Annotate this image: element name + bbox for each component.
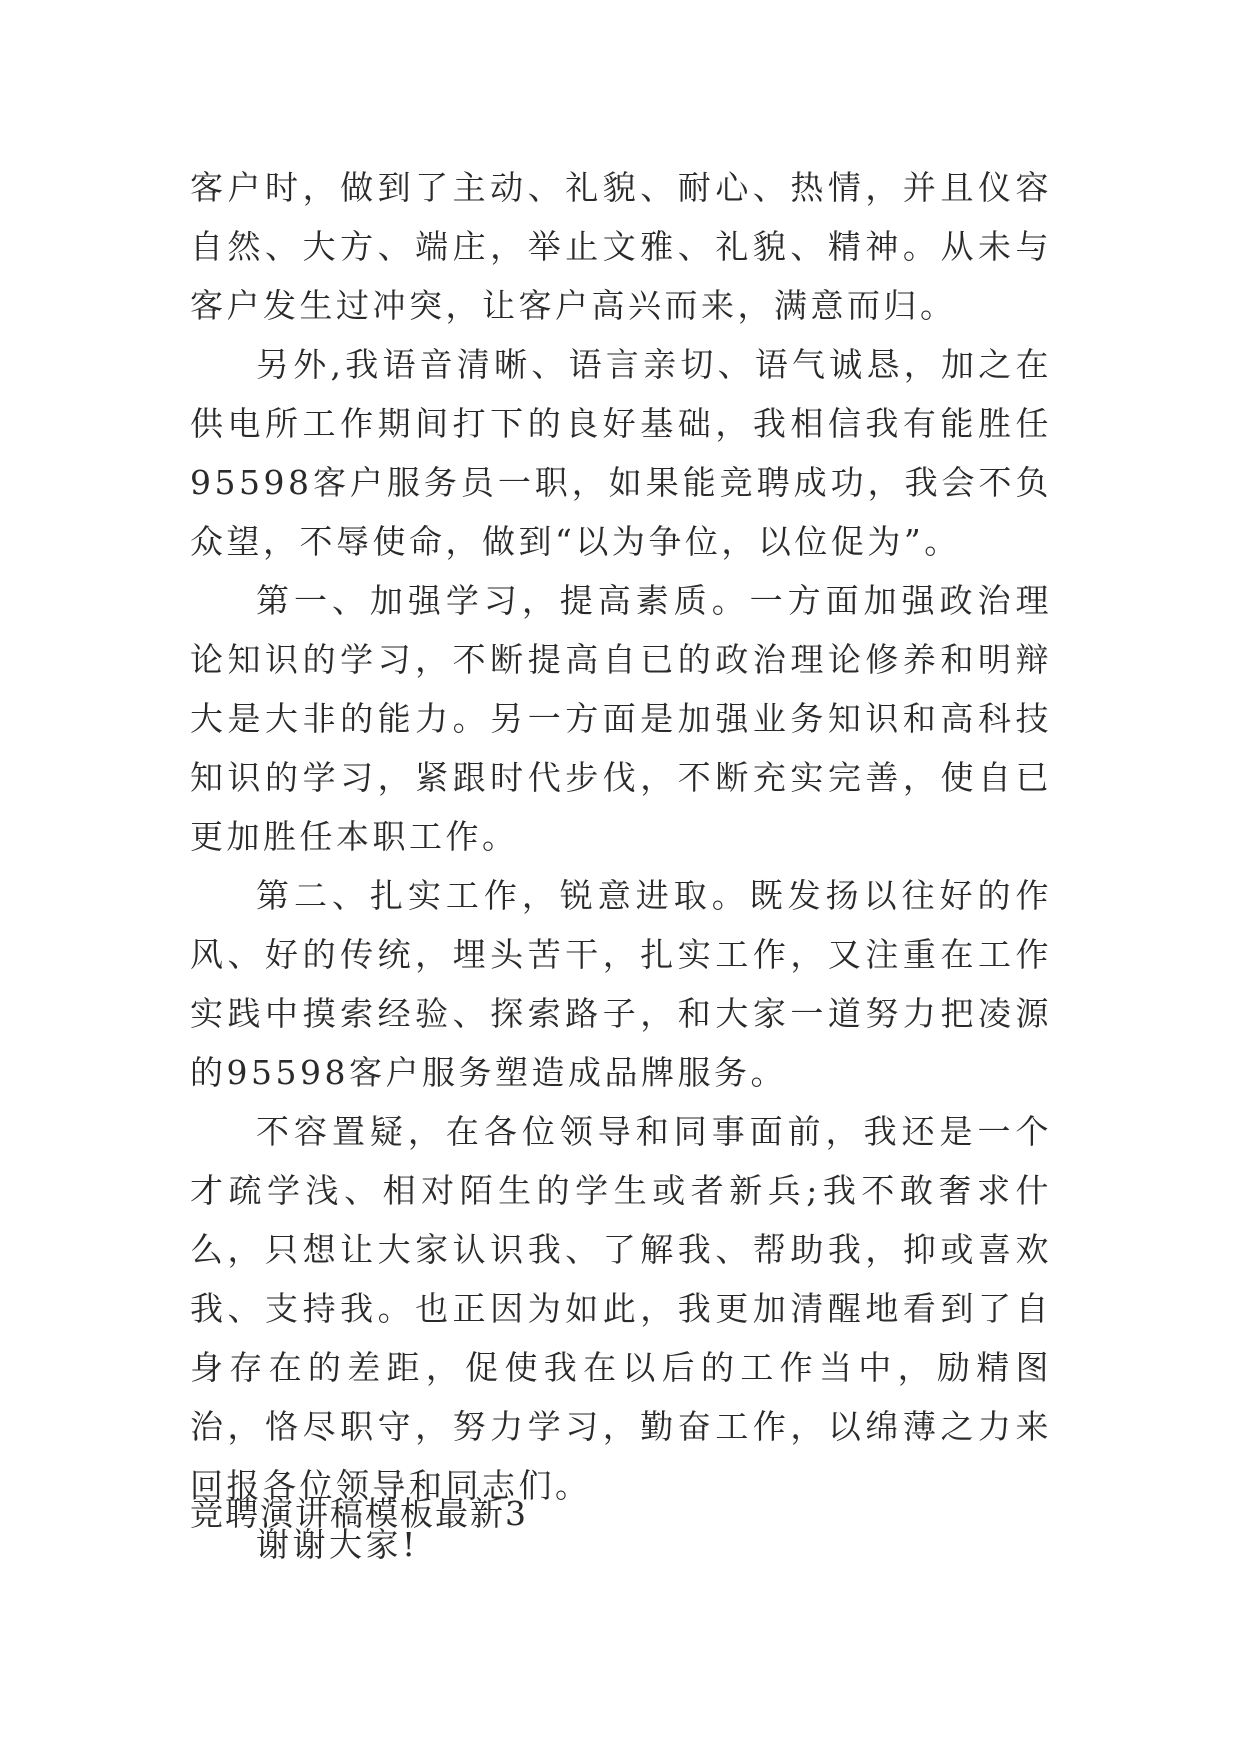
- paragraph-point-two: 第二、扎实工作，锐意进取。既发扬以往好的作风、好的传统，埋头苦干，扎实工作，又注重在工作实践中摸索经验、探索路子，和大家一道努力把凌源的95598客户服务塑造成品牌服务。: [190, 876, 1052, 1092]
- paragraph-continuation: 客户时，做到了主动、礼貌、耐心、热情，并且仪容自然、大方、端庄，举止文雅、礼貌、精神。从未与客户发生过冲突，让客户高兴而来，满意而归。: [190, 168, 1052, 325]
- section-title: 竞聘演讲稿模板最新3: [190, 1494, 528, 1533]
- paragraph-qualifications: 另外,我语音清晰、语言亲切、语气诚恳，加之在供电所工作期间打下的良好基础，我相信我有能胜任95598客户服务员一职，如果能竞聘成功，我会不负众望，不辱使命，做到“以为争位，以位促为”。: [190, 345, 1052, 561]
- paragraph-point-one: 第一、加强学习，提高素质。一方面加强政治理论知识的学习，不断提高自已的政治理论修养和明辩大是大非的能力。另一方面是加强业务知识和高科技知识的学习，紧跟时代步伐，不断充实完善，使自已更加胜任本职工作。: [190, 581, 1052, 856]
- paragraph-closing: 不容置疑，在各位领导和同事面前，我还是一个才疏学浅、相对陌生的学生或者新兵;我不敢奢求什么，只想让大家认识我、了解我、帮助我，抑或喜欢我、支持我。也正因为如此，我更加清醒地看到了自身存在的差距，促使我在以后的工作当中，励精图治，恪尽职守，努力学习，勤奋工作，以绵薄之力来回报各位领导和同志们。: [190, 1112, 1052, 1505]
- document-body: [190, 158, 1052, 1574]
- paragraph-thanks: 谢谢大家!: [256, 1525, 419, 1564]
